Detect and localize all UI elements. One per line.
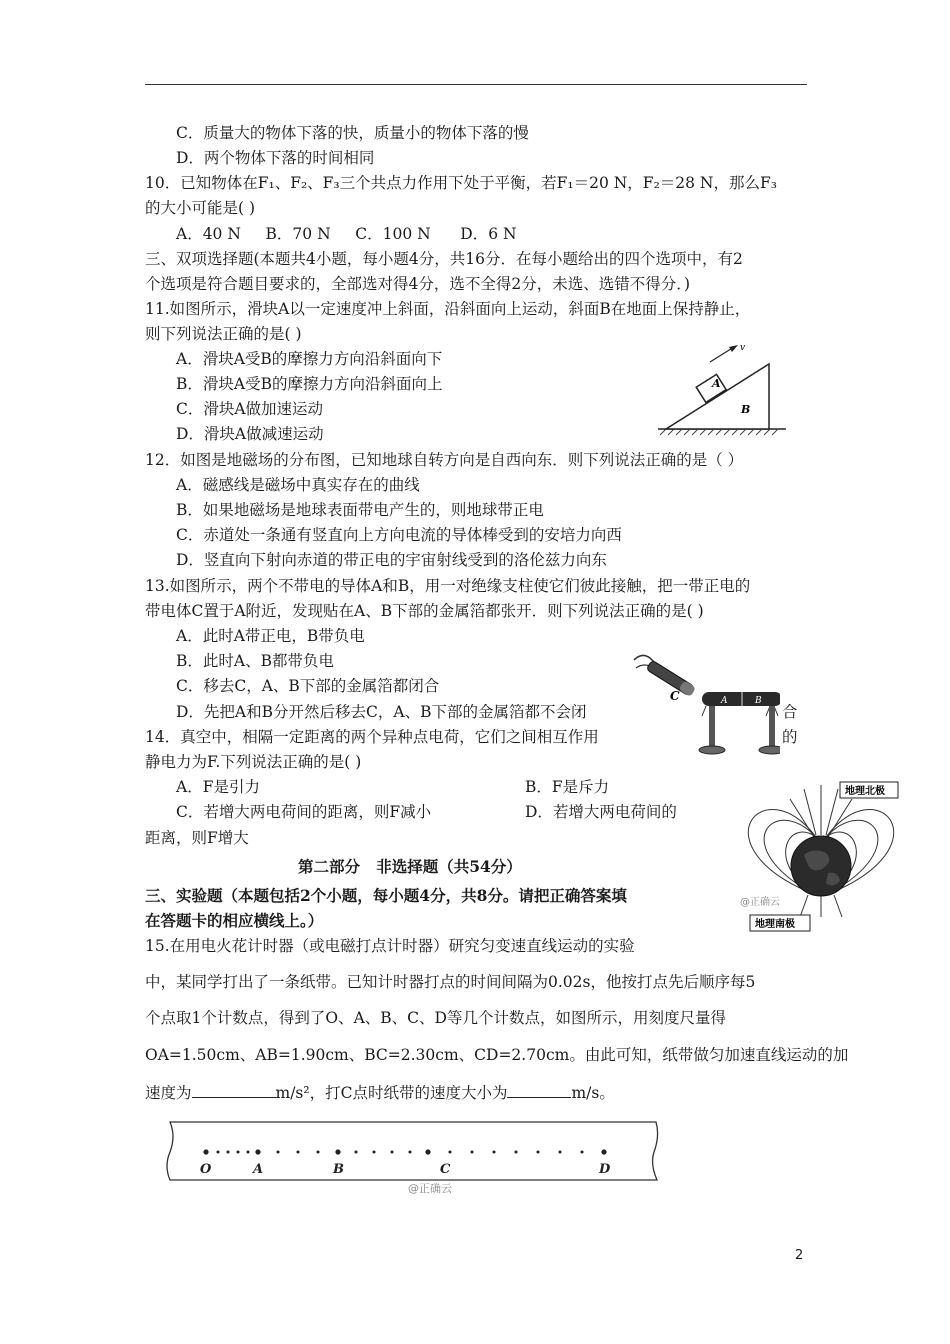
- q14-option-a: A．F是引力: [176, 778, 260, 796]
- tape-label-a: A: [253, 1162, 264, 1177]
- q12-option-c: C．赤道处一条通有竖直向上方向电流的导体棒受到的安培力向西: [176, 526, 622, 544]
- slope-b-label: B: [741, 403, 751, 416]
- q10-stem-1: 10．已知物体在F₁、F₂、F₃三个共点力作用下处于平衡，若F₁＝20 N，F₂＝28 N，那么F₃: [145, 174, 777, 192]
- stand-b: [769, 706, 775, 746]
- q14-option-d: D．若增大两电荷间的: [525, 803, 677, 821]
- q12-option-b: B．如果地磁场是地球表面带电产生的，则地球带正电: [176, 501, 544, 519]
- q11-option-a: A．滑块A受B的摩擦力方向沿斜面向下: [176, 350, 443, 368]
- section3-header-2: 个选项是符合题目要求的，全部选对得4分，选不全得2分，未选、选错不得分．): [145, 275, 691, 293]
- tape-label-o: O: [200, 1162, 212, 1177]
- velocity-label: v: [740, 343, 746, 353]
- q12-stem: 12．如图是地磁场的分布图，已知地球自转方向是自西向东．则下列说法正确的是（ ）: [145, 451, 744, 469]
- q11-option-c: C．滑块A做加速运动: [176, 400, 324, 418]
- q11-option-d: D．滑块A做减速运动: [176, 425, 324, 443]
- q9-option-c: C．质量大的物体下落的快，质量小的物体下落的慢: [176, 124, 529, 142]
- q13-option-d-tail: 合: [782, 703, 798, 721]
- ground-hatch: [660, 429, 778, 435]
- north-pole-label: 地理北极: [845, 786, 885, 797]
- q14-option-d-cont: 距离，则F增大: [145, 829, 249, 847]
- q13-option-c: C．移去C，A、B下部的金属箔都闭合: [176, 677, 440, 695]
- rod-c-label: C: [670, 689, 680, 703]
- section3-header-1: 三、双项选择题(本题共4小题，每小题4分，共16分．在每小题给出的四个选项中，有2: [145, 250, 743, 268]
- q15-stem-2: 中，某同学打出了一条纸带。已知计时器打点的时间间隔为0.02s，他按打点先后顺序每5: [145, 973, 756, 991]
- velocity-arrowhead: [729, 345, 738, 352]
- q11-stem-2: 则下列说法正确的是( ): [145, 325, 302, 343]
- block-a-label: A: [712, 377, 721, 390]
- q10-options: A．40 N B．70 N C．100 N D．6 N: [176, 225, 517, 243]
- q15-text-b: m/s²，打C点时纸带的速度大小为: [275, 1084, 508, 1102]
- conductor-b-label: B: [755, 696, 762, 706]
- page-number: 2: [795, 1248, 804, 1263]
- q14-option-c: C．若增大两电荷间的距离，则F减小: [176, 803, 432, 821]
- q14-stem-1: 14．真空中，相隔一定距离的两个异种点电荷，它们之间相互作用: [145, 728, 599, 746]
- conductor-figure: [628, 646, 780, 758]
- q11-option-b: B．滑块A受B的摩擦力方向沿斜面向上: [176, 375, 443, 393]
- section-experiment-header-1: 三、实验题（本题包括2个小题，每小题4分，共8分。请把正确答案填: [145, 886, 627, 905]
- q12-option-a: A．磁感线是磁场中真实存在的曲线: [176, 476, 420, 494]
- q15-stem-1: 15.在用电火花计时器（或电磁打点计时器）研究匀变速直线运动的实验: [145, 937, 635, 955]
- incline-figure: [652, 338, 792, 438]
- q13-stem-1: 13.如图所示，两个不带电的导体A和B，用一对绝缘支柱使它们彼此接触，把一带正电的: [145, 577, 751, 595]
- q14-stem-2: 静电力为F.下列说法正确的是( ): [145, 753, 362, 771]
- stand-a: [709, 706, 715, 746]
- q14-option-b: B．F是斥力: [525, 778, 610, 796]
- tape-label-d: D: [599, 1162, 611, 1177]
- q13-stem-2: 带电体C置于A附近，发现贴在A、B下部的金属箔都张开．则下列说法正确的是( ): [145, 602, 704, 620]
- tape-label-c: C: [440, 1162, 451, 1177]
- q12-option-d: D．竖直向下射向赤道的带正电的宇宙射线受到的洛伦兹力向东: [176, 551, 607, 569]
- q15-stem-4: OA=1.50cm、AB=1.90cm、BC=2.30cm、CD=2.70cm。由此可知，纸带做匀加速直线运动的加: [145, 1046, 849, 1064]
- part2-title: 第二部分 非选择题（共54分）: [298, 857, 522, 876]
- answer-blank-velocity[interactable]: [507, 1083, 571, 1098]
- geomagnetic-figure: [704, 777, 904, 937]
- q10-stem-2: 的大小可能是( ): [145, 199, 256, 217]
- answer-blank-acceleration[interactable]: [192, 1083, 276, 1098]
- slope-b-shape: [666, 364, 769, 429]
- q13-option-b: B．此时A、B都带负电: [176, 652, 334, 670]
- q14-stem-1-tail: 的: [782, 728, 798, 746]
- header-rule: [145, 84, 807, 85]
- q9-option-d: D．两个物体下落的时间相同: [176, 149, 375, 167]
- tape-label-b: B: [333, 1162, 344, 1177]
- paper-tape-figure: [160, 1118, 665, 1200]
- section-experiment-header-2: 在答题卡的相应横线上。）: [145, 911, 324, 930]
- q15-text-a: 速度为: [145, 1084, 192, 1102]
- conductor-ab: [702, 692, 780, 706]
- q11-stem-1: 11.如图所示，滑块A以一定速度冲上斜面，沿斜面向上运动，斜面B在地面上保持静止，: [145, 300, 751, 318]
- q13-option-d: D．先把A和B分开然后移去C，A、B下部的金属箔都不会闭: [176, 703, 587, 721]
- watermark: @正确云: [740, 897, 780, 908]
- conductor-a-label: A: [721, 696, 728, 706]
- q13-option-a: A．此时A带正电，B带负电: [176, 627, 365, 645]
- q15-answer-line: [145, 1083, 615, 1103]
- south-pole-label: 地理南极: [755, 919, 795, 930]
- tape-outline: [167, 1122, 658, 1180]
- q15-stem-3: 个点取1个计数点，得到了O、A、B、C、D等几个计数点，如图所示，用刻度尺量得: [145, 1009, 726, 1027]
- q15-text-c: m/s。: [571, 1084, 615, 1102]
- tape-watermark: @正确云: [408, 1182, 452, 1195]
